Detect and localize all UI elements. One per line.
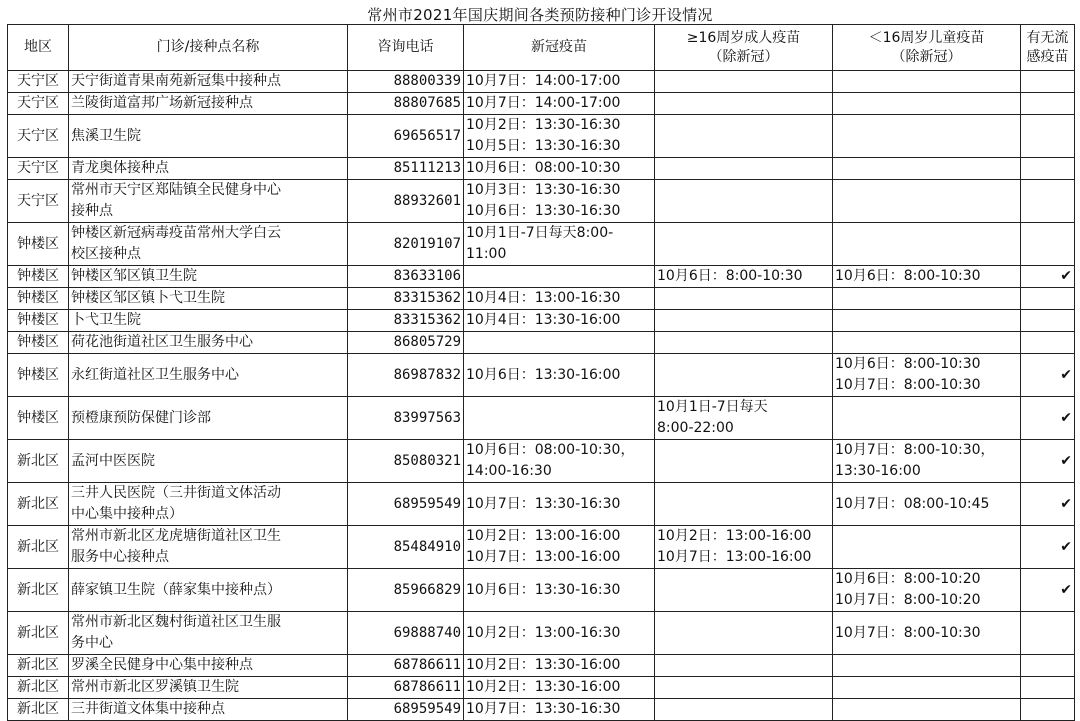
table-row bbox=[8, 526, 1075, 569]
flu-check-icon: ✔ bbox=[1021, 266, 1075, 288]
phone-cell: 82019107 bbox=[348, 223, 464, 266]
covid-schedule-cell-line: 10月2日：13:00-16:30 bbox=[466, 624, 621, 641]
district-cell: 新北区 bbox=[8, 612, 69, 655]
table-row bbox=[8, 223, 1075, 266]
clinic-name-cell bbox=[69, 115, 348, 158]
covid-schedule-cell bbox=[464, 677, 655, 699]
child-schedule-cell-line: 10月7日：8:00-10:30 bbox=[835, 377, 981, 393]
flu-check-icon bbox=[1021, 288, 1075, 310]
child-schedule-cell bbox=[833, 310, 1021, 332]
table-row bbox=[8, 71, 1075, 93]
flu-check-icon bbox=[1021, 612, 1075, 655]
covid-schedule-cell-line: 10月2日：13:30-16:00 bbox=[466, 679, 621, 695]
covid-schedule-cell bbox=[464, 612, 655, 655]
clinic-name-cell bbox=[69, 655, 348, 677]
clinic-name-cell-line: 荷花池街道社区卫生服务中心 bbox=[71, 334, 253, 350]
child-schedule-cell bbox=[833, 483, 1021, 526]
covid-schedule-cell-line: 10月6日：13:30-16:30 bbox=[466, 581, 621, 598]
covid-schedule-cell bbox=[464, 223, 655, 266]
covid-schedule-cell-line: 10月2日：13:30-16:30 bbox=[466, 117, 621, 133]
phone-cell: 83997563 bbox=[348, 397, 464, 440]
table-row bbox=[8, 288, 1075, 310]
phone-cell: 83315362 bbox=[348, 310, 464, 332]
table-row bbox=[8, 180, 1075, 223]
phone-cell: 88932601 bbox=[348, 180, 464, 223]
covid-schedule-cell bbox=[464, 354, 655, 397]
adult-schedule-cell bbox=[655, 655, 833, 677]
district-cell: 钟楼区 bbox=[8, 397, 69, 440]
phone-cell: 68786611 bbox=[348, 655, 464, 677]
clinic-name-cell-line: 常州市新北区罗溪镇卫生院 bbox=[71, 679, 239, 695]
clinic-name-cell bbox=[69, 93, 348, 115]
district-cell: 新北区 bbox=[8, 677, 69, 699]
clinic-name-cell bbox=[69, 332, 348, 354]
child-schedule-cell-line: 10月7日：08:00-10:45 bbox=[835, 495, 990, 512]
child-schedule-cell-line: 13:30-16:00 bbox=[835, 463, 921, 479]
covid-schedule-cell bbox=[464, 158, 655, 180]
child-schedule-cell bbox=[833, 332, 1021, 354]
flu-check-icon bbox=[1021, 332, 1075, 354]
child-schedule-cell-line: 10月7日：8:00-10:30， bbox=[835, 442, 995, 458]
flu-check-icon bbox=[1021, 310, 1075, 332]
child-schedule-cell bbox=[833, 569, 1021, 612]
flu-check-icon: ✔ bbox=[1021, 397, 1075, 440]
covid-schedule-cell-line: 10月6日：13:30-16:30 bbox=[466, 203, 621, 219]
covid-schedule-cell-line: 11:00 bbox=[466, 246, 507, 262]
child-schedule-cell bbox=[833, 526, 1021, 569]
adult-schedule-cell bbox=[655, 526, 833, 569]
adult-schedule-cell bbox=[655, 332, 833, 354]
table-header bbox=[8, 25, 1075, 71]
table-row bbox=[8, 310, 1075, 332]
clinic-name-cell bbox=[69, 310, 348, 332]
district-cell: 新北区 bbox=[8, 569, 69, 612]
district-cell: 新北区 bbox=[8, 483, 69, 526]
flu-check-icon bbox=[1021, 180, 1075, 223]
child-schedule-cell bbox=[833, 266, 1021, 288]
clinic-name-cell-line: 服务中心接种点 bbox=[71, 549, 169, 565]
flu-check-icon bbox=[1021, 158, 1075, 180]
clinic-name-cell-line: 兰陵街道富邦广场新冠接种点 bbox=[71, 95, 253, 111]
child-schedule-cell bbox=[833, 223, 1021, 266]
clinic-name-cell-line: 常州市新北区魏村街道社区卫生服 bbox=[71, 614, 281, 630]
adult-schedule-cell-line: 8:00-22:00 bbox=[657, 420, 734, 436]
clinic-name-cell bbox=[69, 71, 348, 93]
covid-schedule-cell-line: 10月4日：13:30-16:00 bbox=[466, 312, 621, 328]
child-schedule-cell-line: 10月7日：8:00-10:20 bbox=[835, 592, 981, 608]
covid-schedule-cell-line: 10月7日：14:00-17:00 bbox=[466, 95, 621, 111]
covid-schedule-cell-line: 10月7日：14:00-17:00 bbox=[466, 73, 621, 89]
adult-schedule-cell bbox=[655, 223, 833, 266]
child-schedule-cell bbox=[833, 699, 1021, 721]
clinic-name-cell-line: 焦溪卫生院 bbox=[71, 127, 141, 144]
phone-cell: 83315362 bbox=[348, 288, 464, 310]
flu-check-icon bbox=[1021, 115, 1075, 158]
clinic-name-cell-line: 接种点 bbox=[71, 203, 113, 219]
table-row bbox=[8, 115, 1075, 158]
table-row bbox=[8, 699, 1075, 721]
district-cell: 钟楼区 bbox=[8, 288, 69, 310]
vaccination-table bbox=[7, 24, 1075, 721]
clinic-name-cell-line: 罗溪全民健身中心集中接种点 bbox=[71, 657, 253, 673]
adult-schedule-cell bbox=[655, 569, 833, 612]
child-schedule-cell bbox=[833, 71, 1021, 93]
district-cell: 钟楼区 bbox=[8, 354, 69, 397]
phone-cell: 85111213 bbox=[348, 158, 464, 180]
header-child-vaccine: ＜16周岁儿童疫苗 （除新冠） bbox=[833, 25, 1021, 71]
adult-schedule-cell bbox=[655, 266, 833, 288]
clinic-name-cell-line: 钟楼区新冠病毒疫苗常州大学白云 bbox=[71, 225, 281, 241]
phone-cell: 68959549 bbox=[348, 483, 464, 526]
phone-cell: 85080321 bbox=[348, 440, 464, 483]
covid-schedule-cell-line: 10月6日：08:00-10:30， bbox=[466, 442, 635, 458]
clinic-name-cell-line: 薛家镇卫生院（薛家集中接种点） bbox=[71, 581, 281, 598]
covid-schedule-cell bbox=[464, 310, 655, 332]
adult-schedule-cell bbox=[655, 93, 833, 115]
covid-schedule-cell bbox=[464, 71, 655, 93]
covid-schedule-cell-line: 10月2日：13:00-16:00 bbox=[466, 528, 621, 544]
covid-schedule-cell-line: 10月7日：13:30-16:30 bbox=[466, 701, 621, 717]
adult-schedule-cell bbox=[655, 677, 833, 699]
clinic-name-cell-line: 常州市新北区龙虎塘街道社区卫生 bbox=[71, 528, 281, 544]
clinic-name-cell bbox=[69, 677, 348, 699]
table-row bbox=[8, 93, 1075, 115]
child-schedule-cell bbox=[833, 440, 1021, 483]
header-covid: 新冠疫苗 bbox=[464, 25, 655, 71]
district-cell: 天宁区 bbox=[8, 158, 69, 180]
child-schedule-cell bbox=[833, 397, 1021, 440]
flu-check-icon: ✔ bbox=[1021, 526, 1075, 569]
header-phone: 咨询电话 bbox=[348, 25, 464, 71]
child-schedule-cell bbox=[833, 612, 1021, 655]
clinic-name-cell-line: 钟楼区邹区镇卫生院 bbox=[71, 268, 197, 284]
flu-check-icon bbox=[1021, 677, 1075, 699]
covid-schedule-cell bbox=[464, 526, 655, 569]
table-row bbox=[8, 266, 1075, 288]
phone-cell: 83633106 bbox=[348, 266, 464, 288]
covid-schedule-cell bbox=[464, 699, 655, 721]
adult-schedule-cell bbox=[655, 288, 833, 310]
flu-check-icon: ✔ bbox=[1021, 569, 1075, 612]
covid-schedule-cell bbox=[464, 332, 655, 354]
district-cell: 天宁区 bbox=[8, 71, 69, 93]
covid-schedule-cell-line: 10月6日：08:00-10:30 bbox=[466, 160, 621, 176]
clinic-name-cell bbox=[69, 483, 348, 526]
covid-schedule-cell-line: 10月3日：13:30-16:30 bbox=[466, 182, 621, 198]
child-schedule-cell bbox=[833, 655, 1021, 677]
adult-schedule-cell bbox=[655, 71, 833, 93]
adult-schedule-cell bbox=[655, 699, 833, 721]
child-schedule-cell bbox=[833, 115, 1021, 158]
district-cell: 新北区 bbox=[8, 440, 69, 483]
clinic-name-cell-line: 校区接种点 bbox=[71, 246, 141, 262]
clinic-name-cell-line: 钟楼区邹区镇卜弋卫生院 bbox=[71, 290, 225, 306]
covid-schedule-cell bbox=[464, 569, 655, 612]
phone-cell: 85484910 bbox=[348, 526, 464, 569]
adult-schedule-cell bbox=[655, 483, 833, 526]
phone-cell: 86805729 bbox=[348, 332, 464, 354]
child-schedule-cell bbox=[833, 288, 1021, 310]
clinic-name-cell bbox=[69, 354, 348, 397]
clinic-name-cell bbox=[69, 397, 348, 440]
district-cell: 新北区 bbox=[8, 526, 69, 569]
table-row bbox=[8, 332, 1075, 354]
adult-schedule-cell-line: 10月7日：13:00-16:00 bbox=[657, 549, 812, 565]
district-cell: 钟楼区 bbox=[8, 310, 69, 332]
clinic-name-cell-line: 天宁街道青果南苑新冠集中接种点 bbox=[71, 73, 281, 89]
clinic-name-cell bbox=[69, 158, 348, 180]
adult-schedule-cell-line: 10月1日-7日每天 bbox=[657, 399, 768, 415]
clinic-name-cell-line: 常州市天宁区郑陆镇全民健身中心 bbox=[71, 182, 281, 198]
child-schedule-cell bbox=[833, 677, 1021, 699]
clinic-name-cell bbox=[69, 526, 348, 569]
header-clinic: 门诊/接种点名称 bbox=[69, 25, 348, 71]
district-cell: 新北区 bbox=[8, 655, 69, 677]
clinic-name-cell bbox=[69, 440, 348, 483]
covid-schedule-cell bbox=[464, 115, 655, 158]
covid-schedule-cell-line: 10月7日：13:00-16:00 bbox=[466, 549, 621, 565]
clinic-name-cell-line: 三井街道文体集中接种点 bbox=[71, 701, 225, 717]
table-row bbox=[8, 612, 1075, 655]
child-schedule-cell bbox=[833, 354, 1021, 397]
clinic-name-cell bbox=[69, 288, 348, 310]
clinic-name-cell bbox=[69, 223, 348, 266]
covid-schedule-cell-line: 10月1日-7日每天8:00- bbox=[466, 225, 614, 241]
covid-schedule-cell bbox=[464, 266, 655, 288]
table-row bbox=[8, 483, 1075, 526]
flu-check-icon: ✔ bbox=[1021, 440, 1075, 483]
adult-schedule-cell bbox=[655, 158, 833, 180]
phone-cell: 68959549 bbox=[348, 699, 464, 721]
adult-schedule-cell bbox=[655, 310, 833, 332]
flu-check-icon bbox=[1021, 93, 1075, 115]
table-row bbox=[8, 354, 1075, 397]
table-body bbox=[8, 71, 1075, 721]
district-cell: 钟楼区 bbox=[8, 332, 69, 354]
phone-cell: 86987832 bbox=[348, 354, 464, 397]
clinic-name-cell-line: 卜弋卫生院 bbox=[71, 312, 141, 328]
child-schedule-cell-line: 10月7日：8:00-10:30 bbox=[835, 624, 981, 641]
child-schedule-cell-line: 10月6日：8:00-10:30 bbox=[835, 268, 981, 284]
district-cell: 天宁区 bbox=[8, 180, 69, 223]
covid-schedule-cell-line: 10月7日：13:30-16:30 bbox=[466, 495, 621, 512]
adult-schedule-cell bbox=[655, 115, 833, 158]
table-row bbox=[8, 677, 1075, 699]
clinic-name-cell-line: 中心集中接种点） bbox=[71, 506, 183, 522]
covid-schedule-cell bbox=[464, 655, 655, 677]
phone-cell: 85966829 bbox=[348, 569, 464, 612]
adult-schedule-cell bbox=[655, 354, 833, 397]
table-row bbox=[8, 440, 1075, 483]
covid-schedule-cell bbox=[464, 180, 655, 223]
child-schedule-cell bbox=[833, 180, 1021, 223]
adult-schedule-cell bbox=[655, 397, 833, 440]
adult-schedule-cell bbox=[655, 612, 833, 655]
district-cell: 钟楼区 bbox=[8, 266, 69, 288]
covid-schedule-cell bbox=[464, 440, 655, 483]
covid-schedule-cell bbox=[464, 397, 655, 440]
district-cell: 钟楼区 bbox=[8, 223, 69, 266]
adult-schedule-cell bbox=[655, 180, 833, 223]
child-schedule-cell bbox=[833, 158, 1021, 180]
covid-schedule-cell-line: 10月5日：13:30-16:30 bbox=[466, 138, 621, 154]
clinic-name-cell bbox=[69, 266, 348, 288]
covid-schedule-cell-line: 10月4日：13:00-16:30 bbox=[466, 290, 621, 306]
phone-cell: 69656517 bbox=[348, 115, 464, 158]
table-row bbox=[8, 569, 1075, 612]
adult-schedule-cell bbox=[655, 440, 833, 483]
flu-check-icon bbox=[1021, 71, 1075, 93]
district-cell: 天宁区 bbox=[8, 115, 69, 158]
child-schedule-cell bbox=[833, 93, 1021, 115]
adult-schedule-cell-line: 10月2日：13:00-16:00 bbox=[657, 528, 812, 544]
covid-schedule-cell-line: 14:00-16:30 bbox=[466, 463, 552, 479]
district-cell: 天宁区 bbox=[8, 93, 69, 115]
phone-cell: 88807685 bbox=[348, 93, 464, 115]
covid-schedule-cell bbox=[464, 483, 655, 526]
clinic-name-cell-line: 预橙康预防保健门诊部 bbox=[71, 409, 211, 426]
clinic-name-cell bbox=[69, 180, 348, 223]
flu-check-icon bbox=[1021, 223, 1075, 266]
clinic-name-cell-line: 三井人民医院（三井街道文体活动 bbox=[71, 485, 281, 501]
phone-cell: 88800339 bbox=[348, 71, 464, 93]
table-row bbox=[8, 158, 1075, 180]
clinic-name-cell bbox=[69, 699, 348, 721]
clinic-name-cell-line: 青龙奥体接种点 bbox=[71, 160, 169, 176]
covid-schedule-cell-line: 10月2日：13:30-16:00 bbox=[466, 657, 621, 673]
clinic-name-cell-line: 务中心 bbox=[71, 635, 113, 651]
phone-cell: 68786611 bbox=[348, 677, 464, 699]
child-schedule-cell-line: 10月6日：8:00-10:20 bbox=[835, 571, 981, 587]
table-row bbox=[8, 655, 1075, 677]
adult-schedule-cell-line: 10月6日：8:00-10:30 bbox=[657, 268, 803, 284]
table-row bbox=[8, 397, 1075, 440]
district-cell: 新北区 bbox=[8, 699, 69, 721]
covid-schedule-cell-line: 10月6日：13:30-16:00 bbox=[466, 366, 621, 383]
flu-check-icon: ✔ bbox=[1021, 354, 1075, 397]
covid-schedule-cell bbox=[464, 288, 655, 310]
child-schedule-cell-line: 10月6日：8:00-10:30 bbox=[835, 356, 981, 372]
clinic-name-cell-line: 孟河中医医院 bbox=[71, 452, 155, 469]
phone-cell: 69888740 bbox=[348, 612, 464, 655]
clinic-name-cell bbox=[69, 569, 348, 612]
flu-check-icon: ✔ bbox=[1021, 483, 1075, 526]
header-flu-vaccine: 有无流 感疫苗 bbox=[1021, 25, 1075, 71]
header-adult-vaccine: ≥16周岁成人疫苗 （除新冠） bbox=[655, 25, 833, 71]
covid-schedule-cell bbox=[464, 93, 655, 115]
clinic-name-cell bbox=[69, 612, 348, 655]
document-title: 常州市2021年国庆期间各类预防接种门诊开设情况 bbox=[367, 6, 713, 24]
header-district: 地区 bbox=[8, 25, 69, 71]
flu-check-icon bbox=[1021, 699, 1075, 721]
clinic-name-cell-line: 永红街道社区卫生服务中心 bbox=[71, 366, 239, 383]
flu-check-icon bbox=[1021, 655, 1075, 677]
